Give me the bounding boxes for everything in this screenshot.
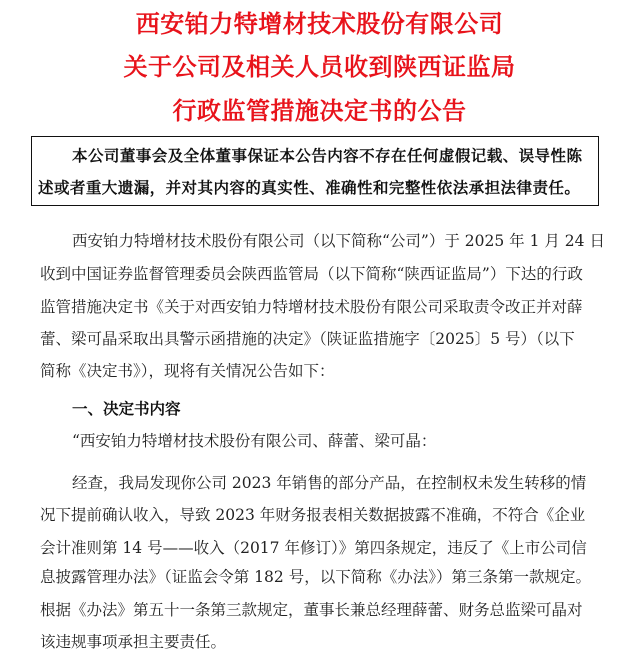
- paragraph-line: 收到中国证券监督管理委员会陕西监管局（以下简称“陕西证监局”）下达的行政: [40, 265, 583, 283]
- notice-line: 本公司董事会及全体董事保证本公告内容不存在任何虚假记载、误导性陈: [72, 147, 583, 165]
- board-guarantee-notice: [31, 136, 599, 206]
- paragraph-line: 简称《决定书》），现将有关情况公告如下：: [40, 362, 335, 380]
- title-line-company: 西安铂力特增材技术股份有限公司: [135, 10, 504, 38]
- paragraph-line: 蕾、梁可晶采取出具警示函措施的决定》（陕证监措施字〔2025〕5 号）（以下: [40, 330, 575, 348]
- paragraph-line: 息披露管理办法》（证监会令第 182 号，以下简称《办法》）第三条第一款规定。: [40, 568, 591, 586]
- paragraph-line: 根据《办法》第五十一条第三款规定，董事长兼总经理薛蕾、财务总监梁可晶对: [40, 601, 583, 619]
- title-line-subject: 关于公司及相关人员收到陕西证监局: [123, 53, 516, 81]
- paragraph-line: 会计准则第 14 号——收入（2017 年修订）》第四条规定，违反了《上市公司信: [40, 539, 587, 557]
- paragraph-line: 西安铂力特增材技术股份有限公司（以下简称“公司”）于 2025 年 1 月 24 日: [72, 232, 605, 250]
- notice-line: 述或者重大遗漏，并对其内容的真实性、准确性和完整性依法承担法律责任。: [38, 179, 581, 197]
- title-line-type: 行政监管措施决定书的公告: [172, 97, 467, 125]
- section-heading: 一、决定书内容: [72, 400, 181, 418]
- salutation: “西安铂力特增材技术股份有限公司、薛蕾、梁可晶：: [72, 432, 437, 450]
- paragraph-line: 况下提前确认收入，导致 2023 年财务报表相关数据披露不准确，不符合《企业: [40, 506, 586, 524]
- paragraph-line: 经查，我局发现你公司 2023 年销售的部分产品，在控制权未发生转移的情: [72, 474, 587, 492]
- paragraph-line: 该违规事项承担主要责任。: [40, 633, 227, 651]
- paragraph-line: 监管措施决定书《关于对西安铂力特增材技术股份有限公司采取责令改正并对薛: [40, 298, 583, 316]
